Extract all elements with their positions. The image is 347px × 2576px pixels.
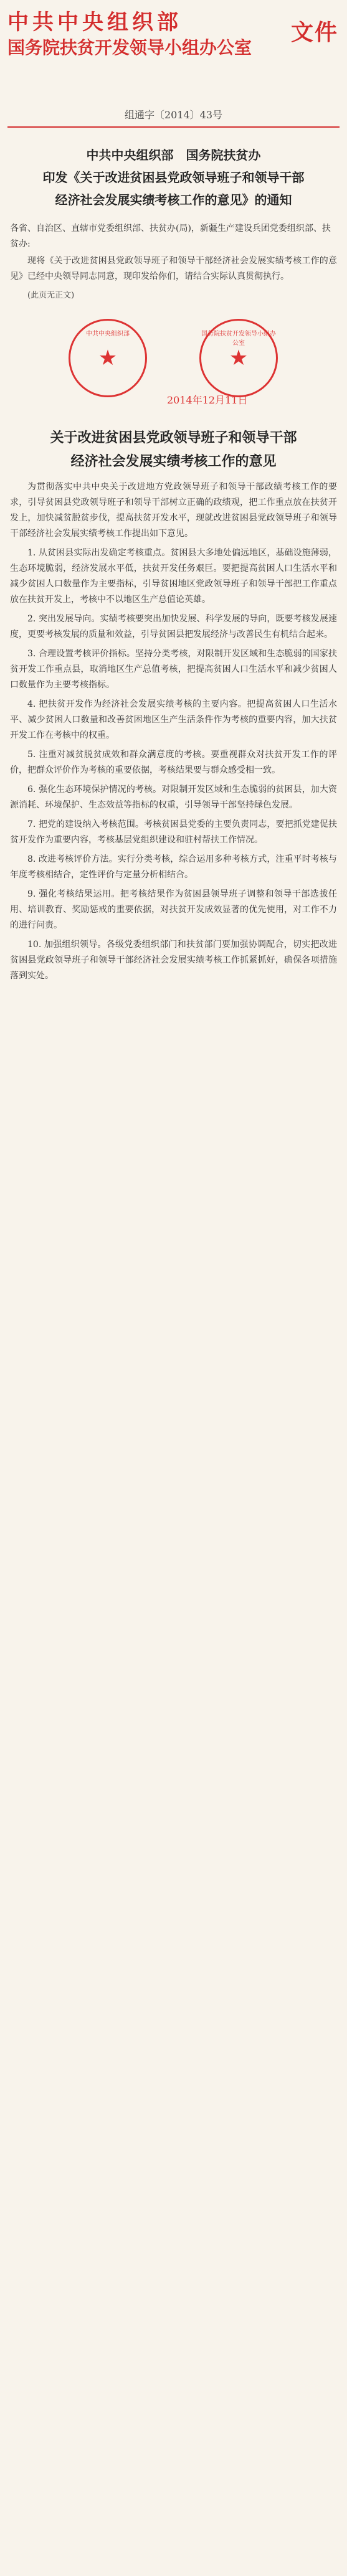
masthead <box>0 0 347 62</box>
notice-title <box>10 144 337 211</box>
body-paragraph: 6. 强化生态环境保护情况的考核。对限制开发区域和生态脆弱的贫困县，加大资源消耗、环境保护、生态效益等指标的权重，引导领导干部坚持绿色发展。 <box>10 785 337 810</box>
star-icon: ★ <box>98 346 118 370</box>
body-paragraph: 7. 把党的建设纳入考核范围。考核贫困县党委的主要负责同志，要把抓党建促扶贫开发作为重要内容，考核基层党组织建设和驻村帮扶工作情况。 <box>10 819 337 845</box>
body-paragraph: 3. 合理设置考核评价指标。坚持分类考核，对限制开发区域和生态脆弱的国家扶贫开发工作重点县，取消地区生产总值考核，把提高贫困人口生活水平和减少贫困人口数量作为主要考核指标。 <box>10 649 337 690</box>
seal-right-text: 国务院扶贫开发领导小组办公室 <box>201 331 276 347</box>
opinion-title-line-2: 经济社会发展实绩考核工作的意见 <box>70 453 277 469</box>
seal-right <box>199 319 278 397</box>
body-paragraphs <box>0 479 347 984</box>
addressee: 各省、自治区、直辖市党委组织部、扶贫办(局)，新疆生产建设兵团党委组织部、扶贫办: <box>10 224 331 249</box>
seal-left-text: 中共中央组织部 <box>86 331 130 337</box>
no-text-note: (此页无正文) <box>27 291 75 300</box>
body-paragraph: 1. 从贫困县实际出发确定考核重点。贫困县大多地处偏远地区，基础设施薄弱，生态环境脆弱，经济发展水平低，扶贫开发任务艰巨。要把提高贫困人口生活水平和减少贫困人口数量作为主要指标，引导贫困地区党政领导班子和领导干部把工作重点放在扶贫开发上，考核中不以地区生产总值论英雄。 <box>10 548 337 605</box>
notice-title-line-3: 经济社会发展实绩考核工作的意见》的通知 <box>55 192 292 207</box>
seal-row <box>0 313 347 418</box>
masthead-org-1: 中共中央组织部 <box>7 10 182 35</box>
body-paragraph: 4. 把扶贫开发作为经济社会发展实绩考核的主要内容。把提高贫困人口生活水平、减少贫困人口数量和改善贫困地区生产生活条件作为考核的重要内容，加大扶贫开发工作在考核中的权重。 <box>10 699 337 740</box>
body-paragraph: 9. 强化考核结果运用。把考核结果作为贫困县领导班子调整和领导干部选拔任用、培训教育、奖励惩戒的重要依据，对扶贫开发成效显著的优先使用，对工作不力的进行问责。 <box>10 889 337 930</box>
seal-date: 2014年12月11日 <box>167 394 248 406</box>
opinion-title-line-1: 关于改进贫困县党政领导班子和领导干部 <box>50 430 297 446</box>
body-paragraph: 8. 改进考核评价方法。实行分类考核，综合运用多种考核方式，注重平时考核与年度考核相结合，定性评价与定量分析相结合。 <box>10 854 337 880</box>
body-paragraph: 5. 注重对减贫脱贫成效和群众满意度的考核。要重视群众对扶贫开发工作的评价，把群众评价作为考核的重要依据，考核结果要与群众感受相一致。 <box>10 750 337 775</box>
masthead-org-2: 国务院扶贫开发领导小组办公室 <box>7 37 252 58</box>
star-icon: ★ <box>229 346 249 370</box>
notice-title-line-2: 印发《关于改进贫困县党政领导班子和领导干部 <box>42 170 305 185</box>
opinion-title <box>10 426 337 473</box>
document-number: 组通字〔2014〕43号 <box>124 109 223 121</box>
red-divider <box>7 126 340 128</box>
masthead-wenjian: 文件 <box>290 19 338 45</box>
notice-title-line-1: 中共中央组织部 国务院扶贫办 <box>86 148 261 163</box>
body-paragraph: 10. 加强组织领导。各级党委组织部门和扶贫部门要加强协调配合，切实把改进贫困县党政领导班子和领导干部经济社会发展实绩考核工作抓紧抓好，确保各项措施落到实处。 <box>10 940 337 981</box>
body-paragraph: 2. 突出发展导向。实绩考核要突出加快发展、科学发展的导向，既要考核发展速度，更要考核发展的质量和效益，引导贫困县把发展经济与改善民生有机结合起来。 <box>10 614 337 639</box>
body-paragraph: 为贯彻落实中共中央关于改进地方党政领导班子和领导干部政绩考核工作的要求，引导贫困县党政领导班子和领导干部树立正确的政绩观，把工作重点放在扶贫开发上，加快减贫脱贫步伐，提高扶贫开发水平，现就改进贫困县党政领导班子和领导干部经济社会发展实绩考核工作提出如下意见。 <box>10 482 337 539</box>
intro-paragraph: 现将《关于改进贫困县党政领导班子和领导干部经济社会发展实绩考核工作的意见》已经中央领导同志同意，现印发给你们，请结合实际认真贯彻执行。 <box>10 256 337 281</box>
seal-left <box>69 319 147 397</box>
footer-space <box>0 984 347 1009</box>
